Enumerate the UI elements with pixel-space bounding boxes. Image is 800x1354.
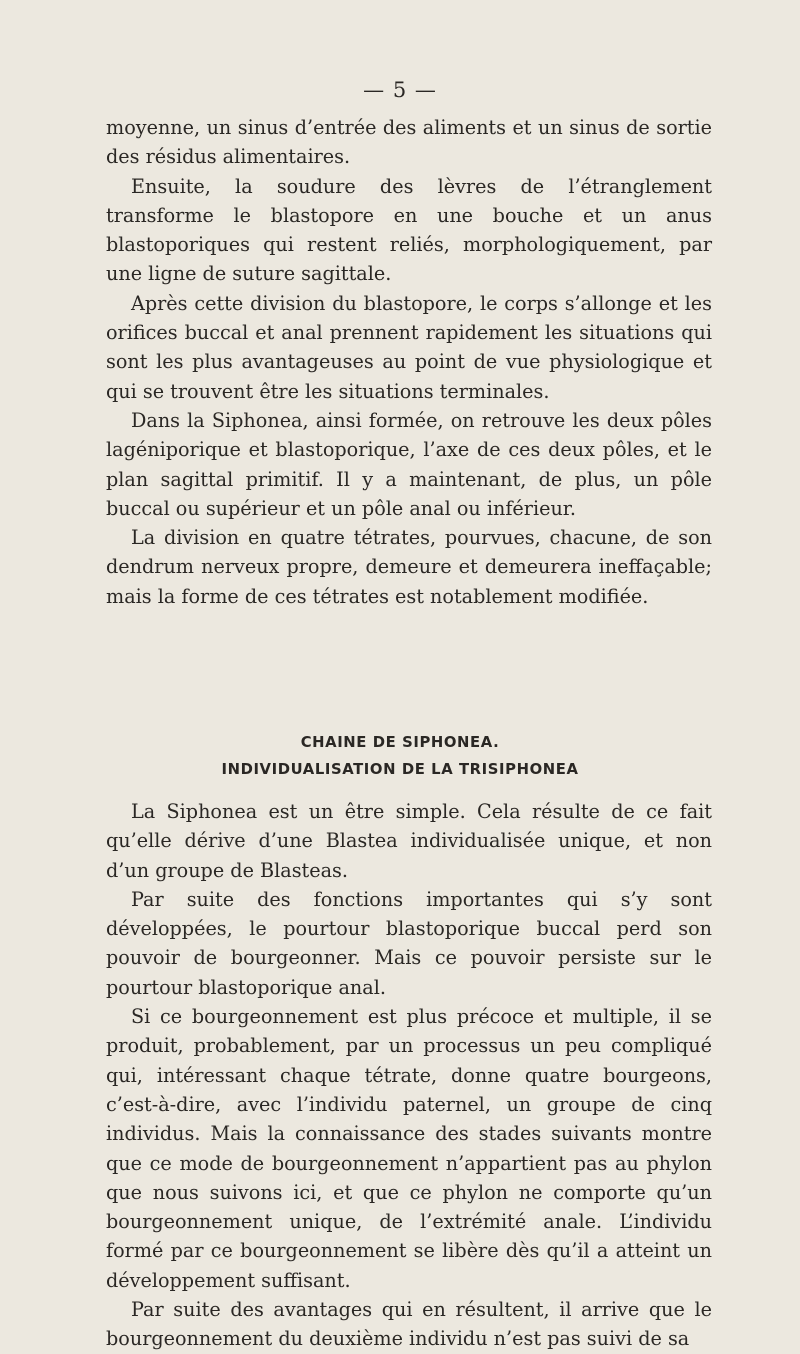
section-subheading: INDIVIDUALISATION DE LA TRISIPHONEA [221,761,579,778]
paragraph: Si ce bourgeonnement est plus précoce et multiple, il se produit, probablement, par un processus un peu compliqué qui, intéressant chaque tétrate, donne quatre bourgeons, c’est-à-dire, avec l’individu paternel, un groupe de cinq individus. Mais la connaissance des stades suivants montre que ce mode de bourgeonnement n’appartient pas au phylon que nous suivons ici, et que ce phylon ne comporte qu’un bourgeonnement unique, de l’extrémité anale. L’individu formé par ce bourgeonnement se libère dès qu’il a atteint un développement suffisant. [106,1005,712,1292]
page-number: — 5 — [363,78,437,102]
paragraph: La Siphonea est un être simple. Cela résulte de ce fait qu’elle dérive d’une Blastea individualisée unique, et non d’un groupe de Blasteas. [106,800,712,882]
paragraph: Par suite des fonctions importantes qui s’y sont développées, le pourtour blastoporique buccal perd son pouvoir de bourgeonner. Mais ce pouvoir persiste sur le pourtour blastoporique anal. [106,887,712,999]
text-block-lower [106,797,712,1354]
paragraph: Après cette division du blastopore, le corps s’allonge et les orifices buccal et anal prennent rapidement les situations qui sont les plus avantageuses au point de vue physiologique et qui se trouvent être les situations terminales. [106,291,712,403]
paragraph: Ensuite, la soudure des lèvres de l’étranglement transforme le blastopore en une bouche et un anus blastoporiques qui restent reliés, morphologiquement, par une ligne de suture sagittale. [106,174,712,286]
paragraph: moyenne, un sinus d’entrée des aliments et un sinus de sortie des résidus alimentaires. [106,116,712,169]
paragraph: La division en quatre tétrates, pourvues, chacune, de son dendrum nerveux propre, demeure et demeurera ineffaçable; mais la forme de ces tétrates est notablement modifiée. [106,526,712,608]
paragraph: Dans la Siphonea, ainsi formée, on retrouve les deux pôles lagéniporique et blastoporique, l’axe de ces deux pôles, et le plan sagittal primitif. Il y a maintenant, de plus, un pôle buccal ou supérieur et un pôle anal ou inférieur. [106,408,712,520]
text-block-upper [106,113,712,611]
paragraph: Par suite des avantages qui en résultent, il arrive que le bourgeonnement du deuxième individu n’est pas suivi de sa [106,1298,712,1351]
section-heading: CHAINE DE SIPHONEA. [300,734,500,751]
